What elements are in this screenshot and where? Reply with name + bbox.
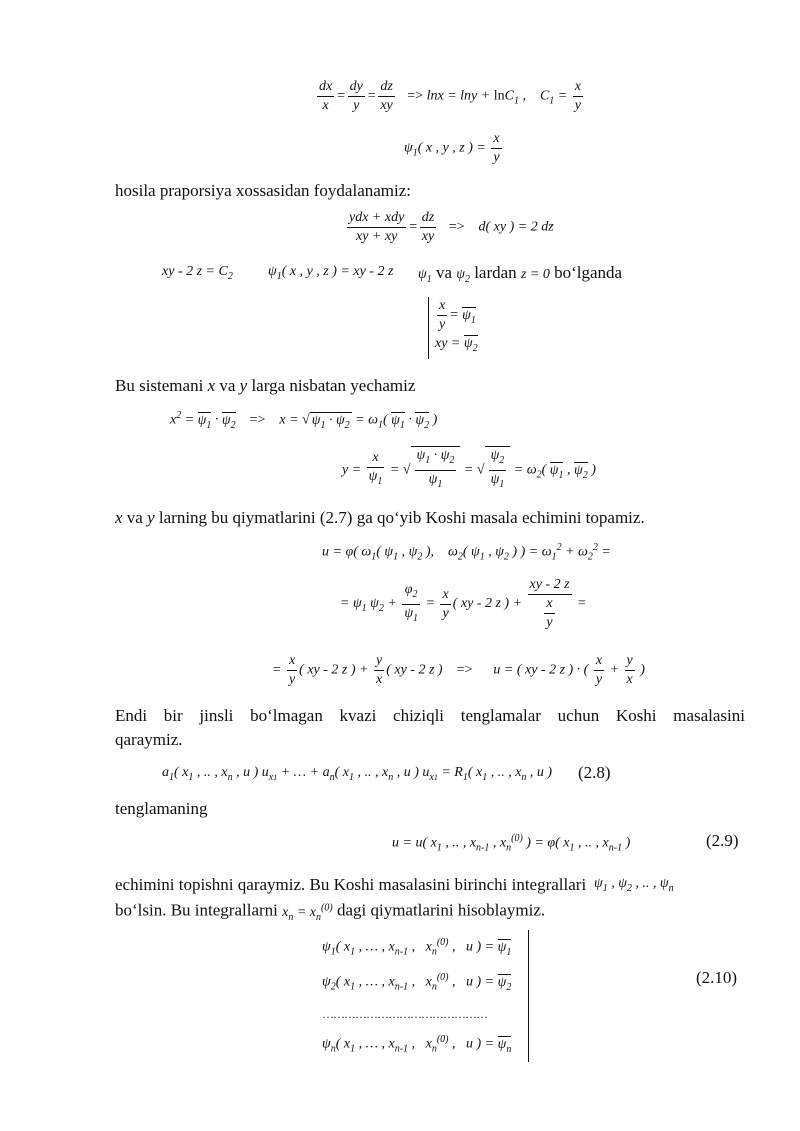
text-va: va xyxy=(435,263,452,282)
text-hosila: hosila praporsiya xossasidan foydalanamiz: xyxy=(115,181,412,200)
equation-c2: xy - 2 $z = C_2$ xyxy=(162,264,233,282)
text-endi-line1: Endi bir jinsli bo‘lmagan kvazi chiziqli tenglamalar uchun Koshi masalasini xyxy=(115,706,745,725)
equation-2-9: u = u( $x_1$ , .. , $x_{n-1}$ , $x_n^{(0)}$ ) = φ( $x_1$ , .. , $x_{n-1}$ ) xyxy=(392,833,631,854)
equation-x-solution: $x^2 = \psi_1 \cdot \psi_2$ => x = √ $\psi_1 \cdot \psi_2 = \omega_1$( $\psi_1 \cdot \psi_2$ ) xyxy=(170,410,438,431)
text-sistemani: Bu sistemani x va y larga nisbatan yechamiz xyxy=(115,376,416,395)
equation-psi2: $\psi_1$( x , y , z ) = xy - 2 z xyxy=(268,264,394,282)
dots-row: ……………………………………… xyxy=(322,1006,487,1021)
equation-proportion: $\frac{\text{ydx + xdy}}{xy + xy}$ = $\frac{dz}{xy}$ => d( xy ) = 2 dz xyxy=(349,210,554,244)
text-qiymatlarini: x va y larning bu qiymatlarini (2.7) ga qo‘yib Koshi masala echimini topamiz. xyxy=(115,508,645,527)
text-echimini-line1: echimini topishni qaraymiz. Bu Koshi masalasini birinchi integrallari xyxy=(115,875,587,894)
text-bolganda: bo‘lganda xyxy=(554,263,623,282)
equation-u-line1: u = φ( $\omega_1$( $\psi_1$ , $\psi_2$ ), $\omega_2$( $\psi_1$ , $\psi_2$ ) ) = $\omega_1^2 + \omega_2^2$ = xyxy=(322,542,611,563)
equation-psi1: $\psi_1$( x , y , z ) = $\frac{x}{y}$ xyxy=(404,131,500,165)
text-condition: $\psi_1$ va $\psi_2$ lardan z = 0 bo‘lganda xyxy=(418,263,623,285)
text-echimini-line2: bo‘lsin. Bu integrallarni $x_n = x_n^{(0)}$ dagi qiymatlarini hisoblaymiz. xyxy=(115,900,546,923)
equation-number-2-10: (2.10) xyxy=(696,968,738,987)
equation-2-10: $\psi_1$( $x_1$ , … , $x_{n-1}$ , $x_n^{(0)}$ , u ) = $\psi_1$ $\psi_2$( $x_1$ , … , $x_{n-1}$ , $x_n^{(0)}$ , u ) = $\psi_2$ ……………………………………… $\psi_n$( $x_1$ , … , $x_{n-1}$ , $x_n^{(0)}$ , u ) = $\psi_n$ xyxy=(322,930,529,1062)
text-endi-line2: qaraymiz. xyxy=(115,730,183,749)
equation-y-solution: y = $\frac{x}{\psi_1}$ = √ $\frac{\psi_1 \cdot \psi_2}{\psi_1}$ = √ $\frac{\psi_2}{\psi_1}$ = $\omega_2$( $\psi_1$ , $\psi_2$ ) xyxy=(342,446,596,494)
equation-integrals: $\psi_1$ , $\psi_2$ , .. , $\psi_n$ xyxy=(594,876,674,894)
text-tenglamaning: tenglamaning xyxy=(115,799,208,818)
equation-u-line3: = $\frac{x}{y}$ ( xy - 2 z ) + $\frac{y}{x}$ ( xy - 2 z ) => u = ( xy - 2 z ) · ( $\frac{x}{y}$ + $\frac{y}{x}$ ) xyxy=(272,653,645,687)
equation-number-2-8: (2.8) xyxy=(578,763,611,782)
equation-number-2-9: (2.9) xyxy=(706,831,739,850)
equation-separation-1: $\frac{dx}{x}$ = $\frac{dy}{y}$ = $\frac{dz}{xy}$ => lnx = lny + lnC$_1$ , $C_1$ = $\frac{x}{y}$ xyxy=(319,79,581,113)
equation-u-line2: = $\psi_1$ $\psi_2$ + $\frac{\varphi_2}{\psi_1}$ = $\frac{x}{y}$ ( xy - 2 z ) + $\frac{xy - 2 z}{\frac{x}{y}}$ = xyxy=(340,577,587,630)
equation-system: $\frac{x}{y}$ = $\psi_1$ xy = $\psi_2$ xyxy=(428,297,478,359)
equation-2-8: $a_1$( $x_1$ , .. , $x_n$ , u ) $u_{x1}$ + … + $a_n$( $x_1$ , .. , $x_n$ , u ) $u_{x1} = R_1$( $x_1$ , .. , $x_n$ , u ) xyxy=(162,765,553,783)
text-lardan: lardan xyxy=(474,263,517,282)
